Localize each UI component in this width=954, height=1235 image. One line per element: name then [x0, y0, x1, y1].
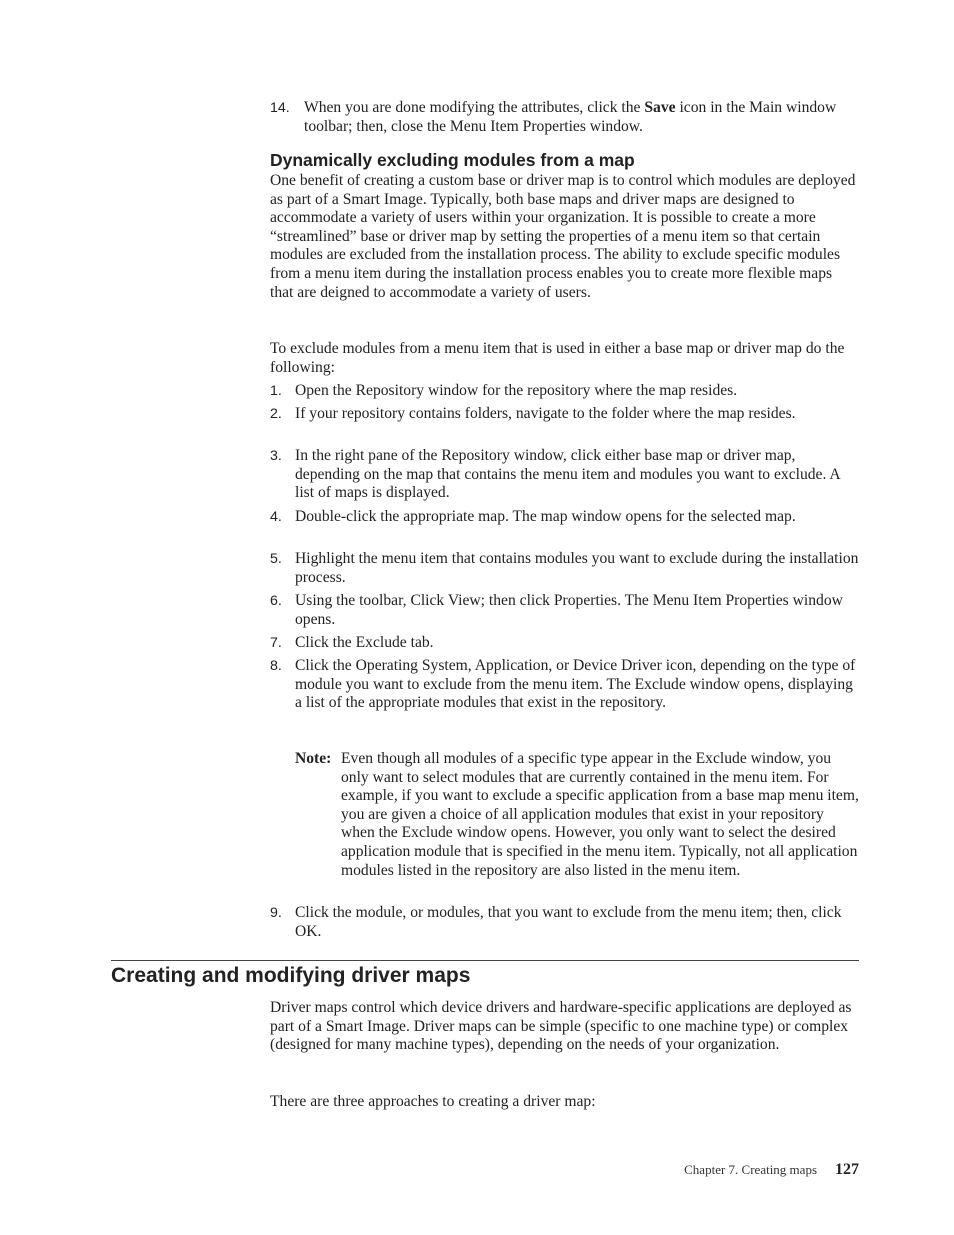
save-bold: Save	[644, 99, 676, 116]
driver-maps-paragraph: Driver maps control which device drivers and hardware-specific applications are deployed as part of a Smart Image. Driver maps can be simple (specific to one machine type) or complex (designed for many machine types), depending on the needs of your organization.	[270, 999, 852, 1054]
note-text: Even though all modules of a specific type appear in the Exclude window, you only want to select modules that are currently contained in the menu item. For example, if you want to exclude a specific application from a base map menu item, you are given a choice of all application modules that exist in your repository when the Exclude window opens. However, you only want to select the desired application module that is specified in the menu item. Typically, not all application modules listed in the repository are also listed in the menu item.	[341, 750, 859, 879]
step-14	[270, 99, 860, 136]
footer-chapter: Chapter 7. Creating maps	[684, 1162, 817, 1177]
intro-paragraph: One benefit of creating a custom base or driver map is to control which modules are deployed as part of a Smart Image. Typically, both base maps and driver maps are designed to accommodate a variety of users within your organization. It is possible to create a more “streamlined” base or driver map by setting the properties of a menu item so that certain modules are excluded from the installation process. The ability to exclude specific modules from a menu item during the installation process enables you to create more flexible maps that are deigned to accommodate a variety of users.	[270, 172, 856, 301]
step-5: 5. Highlight the menu item that contains modules you want to exclude during the installation process.	[270, 550, 859, 586]
section-heading-driver-maps: Creating and modifying driver maps	[111, 964, 471, 987]
step-3: 3. In the right pane of the Repository window, click either base map or driver map, depending on the map that contains the menu item and modules you want to exclude. A list of maps is displayed.	[270, 447, 840, 502]
note-block	[295, 750, 860, 880]
step-6: 6. Using the toolbar, Click View; then click Properties. The Menu Item Properties window opens.	[270, 592, 843, 628]
step-2: 2. If your repository contains folders, navigate to the folder where the map resides.	[270, 405, 796, 422]
step-number: 14.	[270, 100, 290, 116]
step-text: When you are done modifying the attributes, click the Save icon in the Main window toolbar; then, close the Menu Item Properties window.	[304, 99, 837, 135]
page-footer	[600, 1161, 859, 1179]
step-4: 4. Double-click the appropriate map. The map window opens for the selected map.	[270, 508, 796, 525]
step-8: 8. Click the Operating System, Application, or Device Driver icon, depending on the type of module you want to exclude from the menu item. The Exclude window opens, displaying a list of the appropriate modules that exist in the repository.	[270, 657, 856, 712]
section-heading-exclude: Dynamically excluding modules from a map	[270, 150, 635, 170]
page-number: 127	[835, 1161, 859, 1178]
note-label: Note:	[295, 750, 332, 767]
step-1: 1. Open the Repository window for the repository where the map resides.	[270, 382, 738, 399]
section-divider	[111, 960, 859, 961]
step-9: 9. Click the module, or modules, that you want to exclude from the menu item; then, click OK.	[270, 904, 842, 940]
instructions-paragraph: To exclude modules from a menu item that is used in either a base map or driver map do the following:	[270, 340, 845, 376]
approaches-paragraph: There are three approaches to creating a driver map:	[270, 1093, 596, 1110]
step-7: 7. Click the Exclude tab.	[270, 634, 434, 651]
